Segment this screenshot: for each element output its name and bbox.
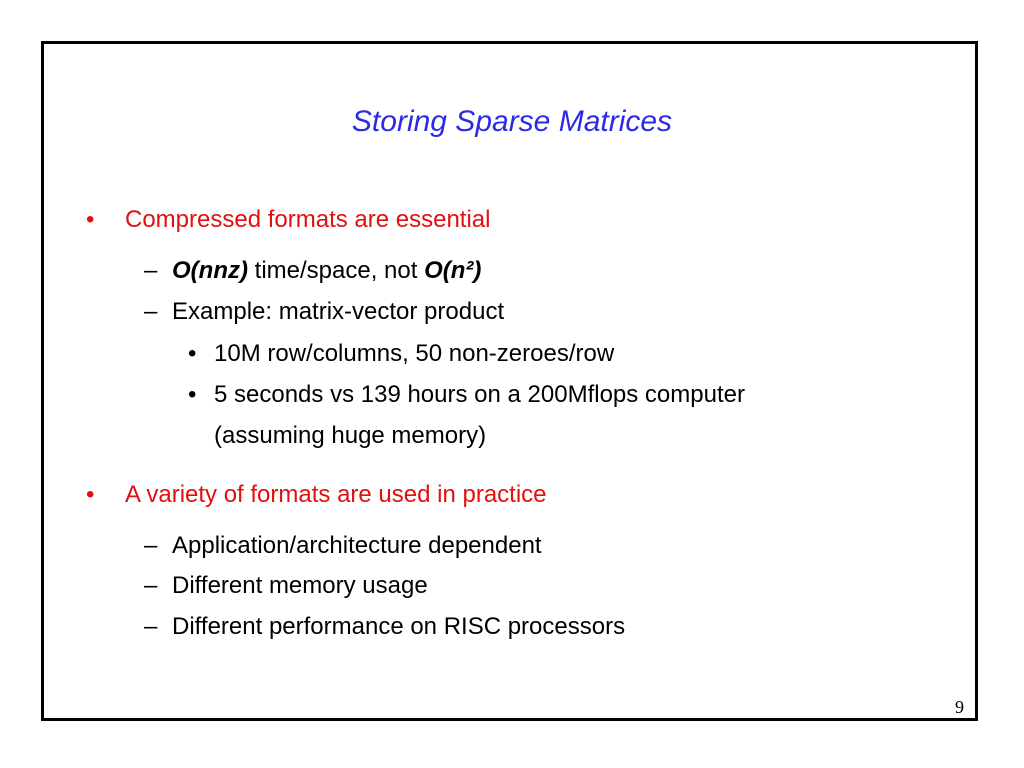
subsubbullet-marker: • (188, 381, 197, 408)
complexity-mid: time/space, not (247, 257, 425, 284)
subbullet-marker: – (144, 532, 158, 559)
bullet-text: Compressed formats are essential (125, 206, 491, 233)
subbullet-text: Different memory usage (172, 572, 428, 599)
subbullet-text: Example: matrix-vector product (172, 298, 505, 325)
complexity-on2: O(n²) (424, 257, 482, 284)
subsubbullet-text: 5 seconds vs 139 hours on a 200Mflops computer (214, 381, 745, 408)
subbullet-text (172, 256, 481, 286)
subbullet-marker: – (144, 298, 158, 325)
slide-title: Storing Sparse Matrices (351, 105, 673, 138)
bullet-text: A variety of formats are used in practice (125, 481, 547, 508)
subsubbullet-text: 10M row/columns, 50 non-zeroes/row (214, 340, 615, 367)
subbullet-marker: – (144, 572, 158, 599)
subsubbullet-continuation: (assuming huge memory) (214, 422, 487, 449)
subbullet-text: Application/architecture dependent (172, 532, 542, 559)
bullet-marker: • (86, 481, 95, 508)
subbullet-marker: – (144, 613, 158, 640)
subbullet-text: Different performance on RISC processors (172, 613, 626, 640)
bullet-marker: • (86, 206, 95, 233)
subbullet-marker: – (144, 257, 158, 284)
subsubbullet-marker: • (188, 340, 197, 367)
page-number: 9 (955, 697, 964, 717)
complexity-onnz: O(nnz) (172, 257, 248, 284)
